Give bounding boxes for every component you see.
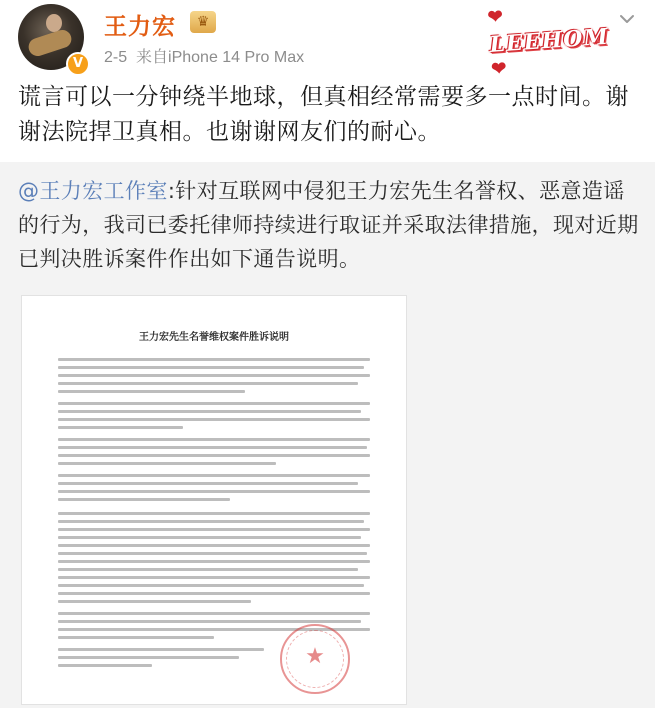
company-seal-stamp: ★: [280, 624, 350, 694]
post-meta: 2-5 来自iPhone 14 Pro Max: [104, 49, 305, 66]
avatar-guitar: [26, 28, 73, 59]
verified-badge-icon: V: [66, 52, 90, 76]
fan-sticker-image: ❤LEEHOM❤: [486, 6, 610, 80]
repost-text: [18, 174, 643, 276]
repost-body: :针对互联网中侵犯王力宏先生名誉权、恶意造谣的行为，我司已委托律师持续进行取证并采取法律措施，现对近期已判决胜诉案件作出如下通告说明。: [18, 179, 639, 271]
post-header: [0, 0, 655, 80]
sticker-text: LEEHOM: [488, 23, 610, 59]
chevron-down-icon[interactable]: [618, 10, 636, 28]
mention-link[interactable]: @王力宏工作室: [18, 179, 168, 203]
document-image[interactable]: [22, 296, 406, 704]
doc-paragraph-1: [58, 358, 370, 398]
doc-paragraph-4: [58, 474, 370, 506]
doc-paragraph-5: [58, 512, 370, 608]
doc-paragraph-2: [58, 402, 370, 434]
post-text: 谎言可以一分钟绕半地球，但真相经常需要多一点时间。谢谢法院捍卫真相。也谢谢网友们的耐心。: [18, 84, 629, 145]
crown-icon: ♛: [190, 11, 216, 33]
doc-paragraph-3: [58, 438, 370, 470]
username[interactable]: 王力宏: [104, 14, 176, 40]
document-title: 王力宏先生名誉维权案件胜诉说明: [139, 332, 289, 343]
repost-card[interactable]: [0, 162, 655, 708]
